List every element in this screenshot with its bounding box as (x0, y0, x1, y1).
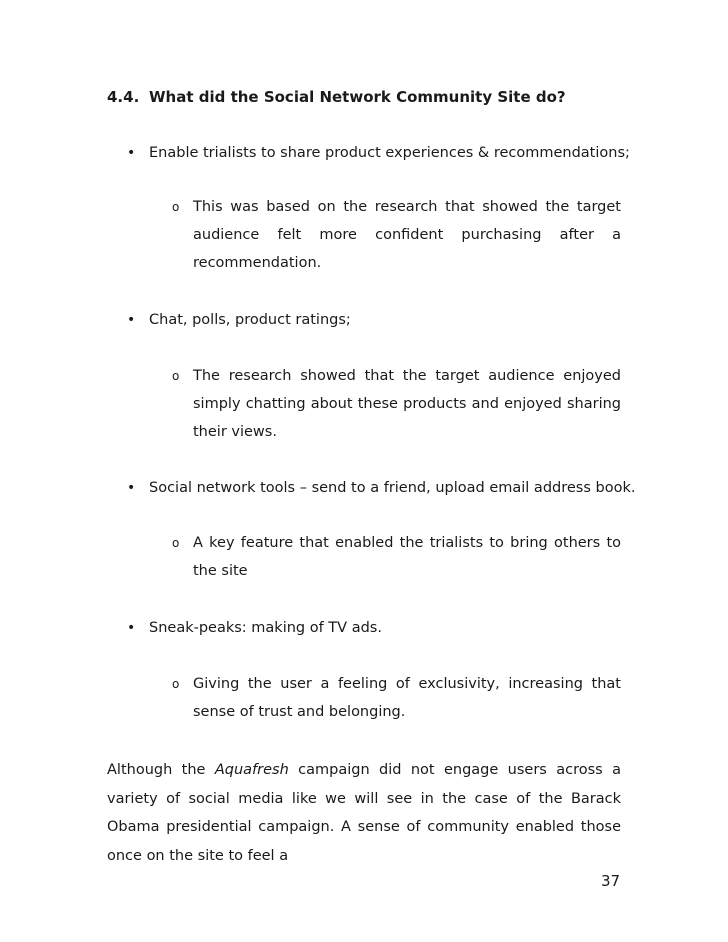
bullet-text: Social network tools – send to a friend, upload email address book. (149, 480, 636, 496)
body-paragraph (107, 756, 621, 870)
bullet-item (127, 614, 627, 642)
bullet-text: Chat, polls, product ratings; (149, 312, 351, 328)
bullet-text: Enable trialists to share product experiences & recommendations; (149, 145, 630, 161)
sub-bullet-item (172, 529, 621, 585)
paragraph-emphasis: Aquafresh (214, 762, 289, 778)
bullet-glyph: • (127, 620, 136, 636)
paragraph-text-end: campaign did not engage users across a variety of social media like we will see in the case of the Barack Obama presidential campaign. A sense of community enabled those once on the site to feel a (107, 762, 621, 864)
sub-bullet-text: Giving the user a feeling of exclusivity, increasing that sense of trust and belonging. (193, 676, 621, 720)
bullet-glyph: • (127, 480, 136, 496)
sub-bullet-text: The research showed that the target audience enjoyed simply chatting about these products and enjoyed sharing their views. (193, 368, 621, 440)
bullet-item (127, 474, 636, 502)
sub-bullet-glyph: o (172, 369, 180, 383)
section-heading (107, 88, 566, 106)
sub-bullet-item (172, 362, 621, 446)
section-number: 4.4. (107, 88, 140, 106)
sub-bullet-glyph: o (172, 677, 180, 691)
paragraph-text-start: Although the (107, 762, 215, 778)
bullet-text: Sneak-peaks: making of TV ads. (149, 620, 382, 636)
sub-bullet-item (172, 193, 621, 277)
section-title: What did the Social Network Community Site do? (149, 88, 566, 106)
bullet-glyph: • (127, 312, 136, 328)
bullet-item (127, 139, 630, 167)
bullet-glyph: • (127, 145, 136, 161)
sub-bullet-glyph: o (172, 200, 180, 214)
sub-bullet-text: This was based on the research that showed the target audience felt more confident purchasing after a recommendation. (193, 199, 621, 271)
sub-bullet-text: A key feature that enabled the trialists to bring others to the site (193, 535, 621, 579)
sub-bullet-glyph: o (172, 536, 180, 550)
sub-bullet-item (172, 670, 621, 726)
bullet-item (127, 306, 627, 334)
page-number: 37 (601, 872, 621, 890)
